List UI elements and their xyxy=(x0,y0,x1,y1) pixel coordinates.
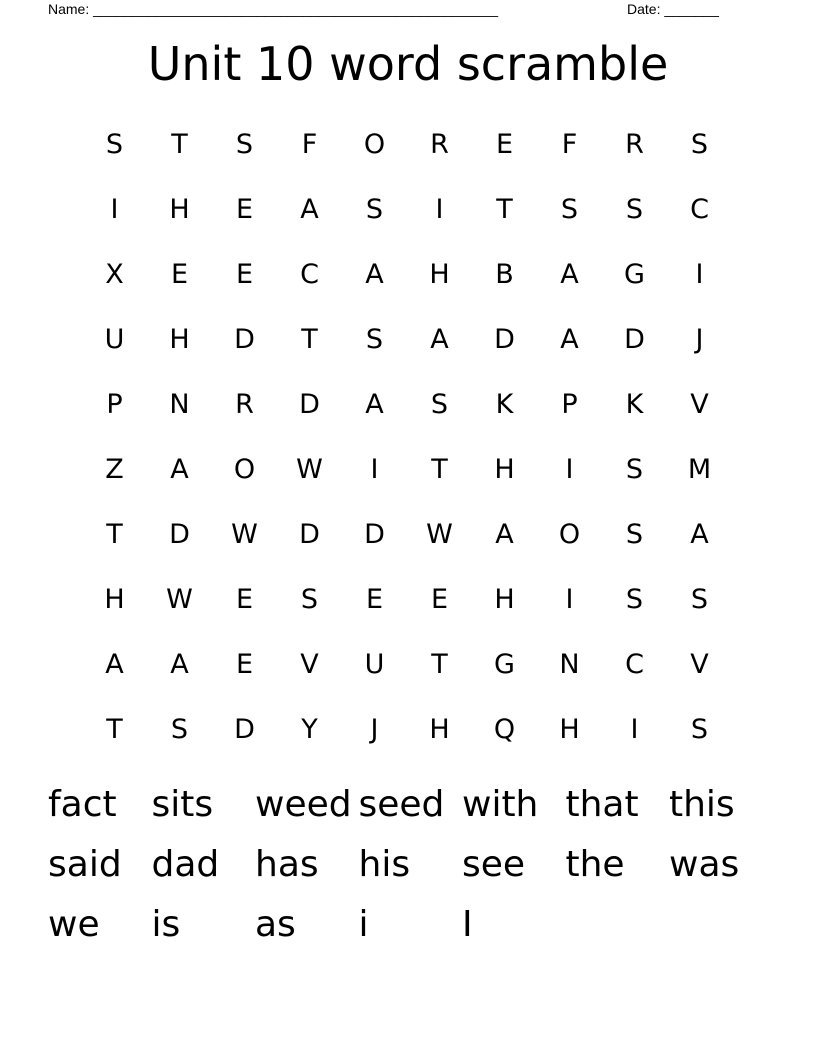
grid-letter: X xyxy=(105,259,124,290)
name-field-label: Name: ____________________________________________________ xyxy=(48,1,499,17)
grid-letter: S xyxy=(430,389,449,420)
word-bank-item: weed xyxy=(255,784,352,825)
grid-letter: I xyxy=(435,194,444,225)
grid-letter: B xyxy=(495,259,514,290)
grid-letter: E xyxy=(235,584,254,615)
grid-letter: D xyxy=(299,519,320,550)
grid-letter: A xyxy=(495,519,514,550)
word-bank xyxy=(48,775,776,955)
grid-letter: P xyxy=(561,389,578,420)
grid-letter: D xyxy=(169,519,190,550)
grid-letter: N xyxy=(169,389,190,420)
grid-letter: E xyxy=(430,584,449,615)
grid-letter: J xyxy=(695,324,704,355)
grid-letter: I xyxy=(565,584,574,615)
word-bank-item: fact xyxy=(48,784,117,825)
grid-letter: E xyxy=(235,194,254,225)
grid-letter: H xyxy=(494,584,515,615)
grid-letter: E xyxy=(495,129,514,160)
grid-letter: H xyxy=(559,714,580,745)
word-bank-item: that xyxy=(565,784,639,825)
word-bank-item: with xyxy=(462,784,539,825)
grid-letter: H xyxy=(429,259,450,290)
word-bank-item: is xyxy=(151,904,181,945)
grid-letter: M xyxy=(687,454,712,485)
grid-letter: A xyxy=(690,519,709,550)
word-bank-item: was xyxy=(669,844,740,885)
grid-letter: T xyxy=(496,194,513,225)
grid-letter: Y xyxy=(301,714,318,745)
grid-letter: A xyxy=(170,454,189,485)
grid-letter: E xyxy=(170,259,189,290)
grid-letter: T xyxy=(431,649,448,680)
grid-letter: F xyxy=(561,129,578,160)
grid-letter: S xyxy=(105,129,124,160)
grid-letter: U xyxy=(104,324,125,355)
grid-letter: A xyxy=(365,389,384,420)
grid-letter: A xyxy=(105,649,124,680)
grid-letter: D xyxy=(234,324,255,355)
letter-grid xyxy=(82,112,732,762)
word-bank-item: dad xyxy=(151,844,220,885)
grid-letter: R xyxy=(625,129,644,160)
header-line xyxy=(48,0,748,20)
grid-letter: V xyxy=(690,389,709,420)
grid-letter: J xyxy=(370,714,379,745)
grid-letter: G xyxy=(494,649,515,680)
grid-letter: T xyxy=(431,454,448,485)
grid-letter: I xyxy=(110,194,119,225)
grid-letter: A xyxy=(430,324,449,355)
page-title: Unit 10 word scramble xyxy=(147,37,669,91)
grid-letter: V xyxy=(690,649,709,680)
grid-letter: N xyxy=(559,649,580,680)
grid-letter: S xyxy=(625,454,644,485)
grid-letter: H xyxy=(494,454,515,485)
word-bank-item: has xyxy=(255,844,319,885)
grid-letter: S xyxy=(365,324,384,355)
grid-letter: E xyxy=(235,259,254,290)
grid-letter: T xyxy=(106,519,123,550)
grid-letter: A xyxy=(365,259,384,290)
grid-letter: I xyxy=(565,454,574,485)
grid-letter: T xyxy=(301,324,318,355)
word-bank-item: I xyxy=(462,904,473,945)
grid-letter: T xyxy=(106,714,123,745)
grid-letter: W xyxy=(296,454,323,485)
grid-letter: S xyxy=(170,714,189,745)
grid-letter: Q xyxy=(493,714,516,745)
grid-letter: K xyxy=(495,389,514,420)
grid-letter: W xyxy=(426,519,453,550)
grid-letter: I xyxy=(630,714,639,745)
grid-letter: O xyxy=(363,129,386,160)
grid-letter: S xyxy=(300,584,319,615)
grid-letter: D xyxy=(234,714,255,745)
grid-letter: R xyxy=(235,389,254,420)
grid-letter: H xyxy=(429,714,450,745)
grid-letter: Z xyxy=(105,454,124,485)
grid-letter: W xyxy=(166,584,193,615)
grid-letter: E xyxy=(235,649,254,680)
grid-letter: I xyxy=(695,259,704,290)
grid-letter: D xyxy=(299,389,320,420)
grid-letter: A xyxy=(560,324,579,355)
grid-letter: C xyxy=(625,649,644,680)
grid-letter: S xyxy=(625,519,644,550)
grid-letter: H xyxy=(104,584,125,615)
word-bank-item: said xyxy=(48,844,122,885)
grid-letter: D xyxy=(624,324,645,355)
grid-letter: S xyxy=(690,714,709,745)
grid-letter: D xyxy=(364,519,385,550)
word-bank-item: see xyxy=(462,844,526,885)
grid-letter: S xyxy=(690,584,709,615)
grid-letter: A xyxy=(300,194,319,225)
word-bank-item: this xyxy=(669,784,735,825)
grid-letter: S xyxy=(560,194,579,225)
grid-letter: S xyxy=(625,194,644,225)
grid-letter: O xyxy=(558,519,581,550)
grid-letter: A xyxy=(560,259,579,290)
date-field-label: Date: _______ xyxy=(627,1,719,17)
grid-letter: P xyxy=(106,389,123,420)
word-bank-item: sits xyxy=(151,784,214,825)
word-bank-item: seed xyxy=(358,784,445,825)
grid-letter: S xyxy=(625,584,644,615)
grid-letter: G xyxy=(624,259,645,290)
grid-letter: U xyxy=(364,649,385,680)
grid-letter: F xyxy=(301,129,318,160)
word-bank-item: as xyxy=(255,904,296,945)
word-bank-item: his xyxy=(358,844,411,885)
word-bank-item: we xyxy=(48,904,100,945)
grid-letter: C xyxy=(300,259,319,290)
word-bank-item: i xyxy=(358,904,369,945)
grid-letter: W xyxy=(231,519,258,550)
grid-letter: C xyxy=(690,194,709,225)
grid-letter: S xyxy=(365,194,384,225)
grid-letter: S xyxy=(690,129,709,160)
grid-letter: A xyxy=(170,649,189,680)
grid-letter: I xyxy=(370,454,379,485)
grid-letter: O xyxy=(233,454,256,485)
grid-letter: V xyxy=(300,649,319,680)
grid-letter: E xyxy=(365,584,384,615)
grid-letter: T xyxy=(171,129,188,160)
grid-letter: K xyxy=(625,389,644,420)
grid-letter: H xyxy=(169,324,190,355)
grid-letter: H xyxy=(169,194,190,225)
grid-letter: D xyxy=(494,324,515,355)
word-bank-item: the xyxy=(565,844,625,885)
grid-letter: S xyxy=(235,129,254,160)
grid-letter: R xyxy=(430,129,449,160)
